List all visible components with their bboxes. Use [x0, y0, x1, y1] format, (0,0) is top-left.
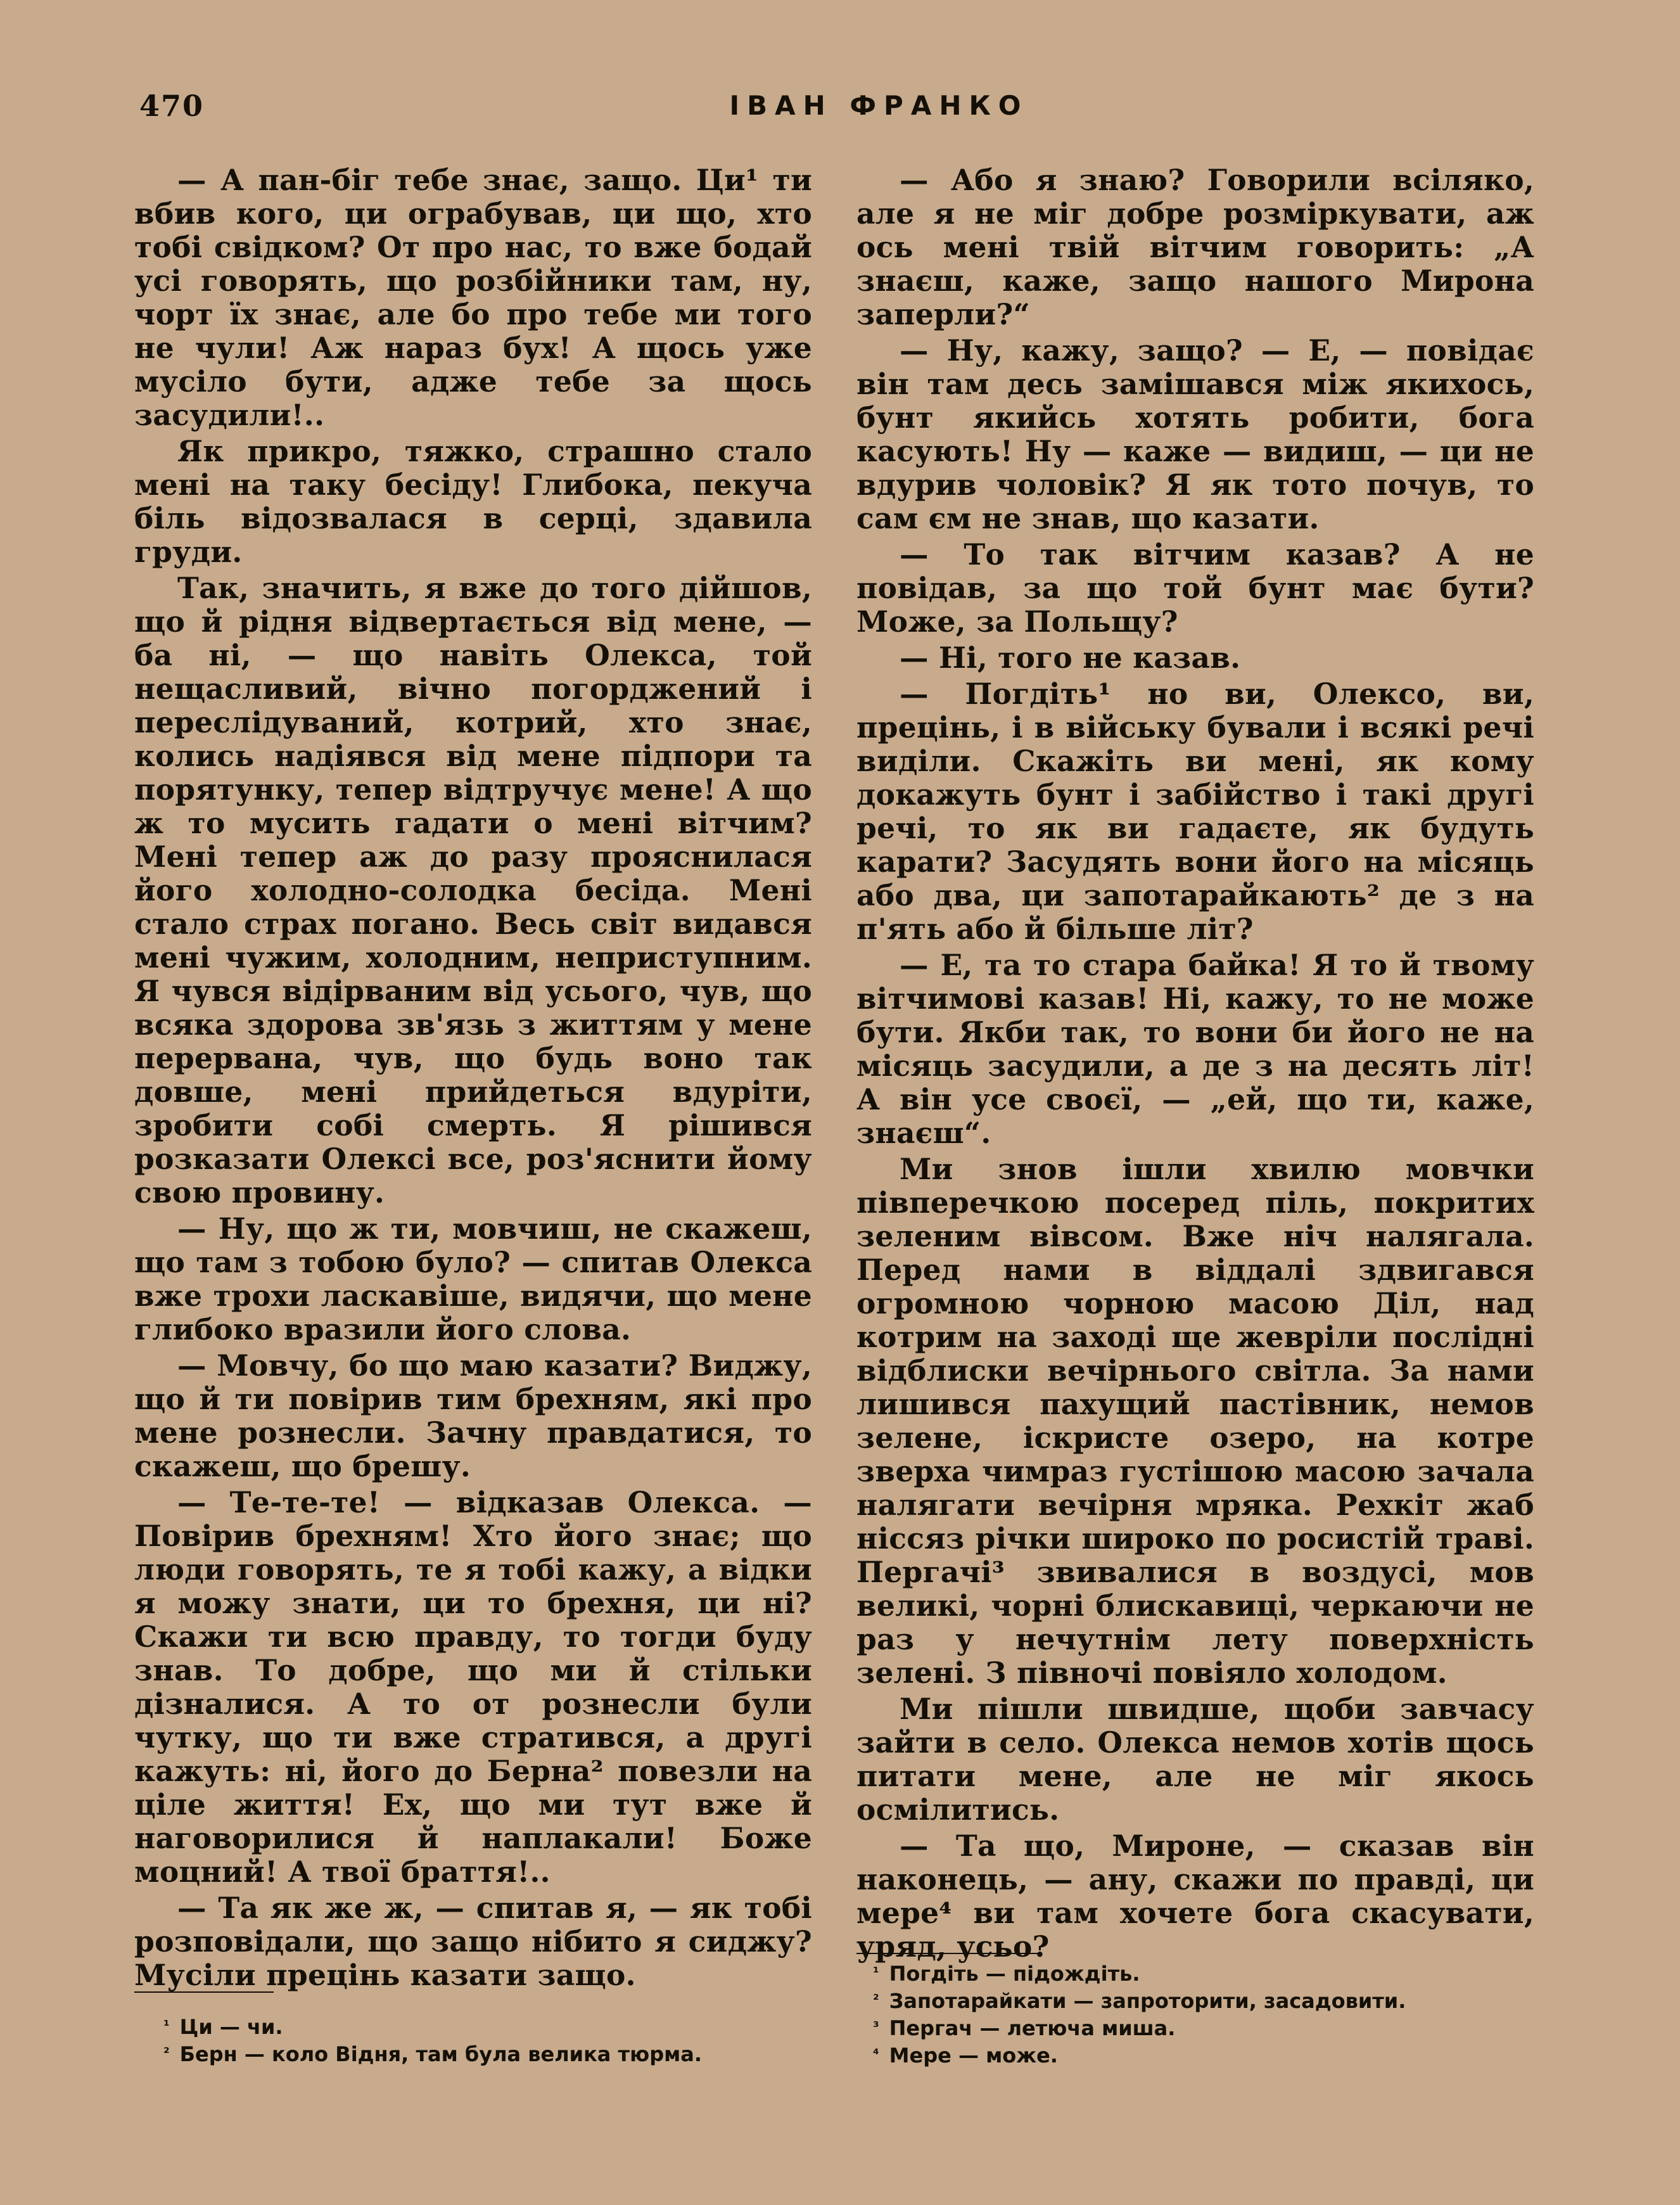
footnote-text: Берн — коло Відня, там була велика тюрма.: [179, 2042, 702, 2066]
page-header: [139, 89, 1619, 127]
paragraph: — Ну, кажу, защо? — Е, — повідає він там десь замішався між якихось, бунт якийсь хотять робити, бога касують! Ну — каже — видиш, — ци не вдурив чоловік? Я як тото почув, то сам єм не знав, що казати.: [856, 333, 1534, 535]
footnote: [163, 2013, 835, 2040]
footnote-mark: ²: [163, 2045, 170, 2061]
footnote-text: Ци — чи.: [179, 2015, 283, 2039]
footnote-text: Запотарайкати — запроторити, засадовити.: [889, 1989, 1406, 2013]
footnote: [873, 2042, 1595, 2069]
footnotes-left: [163, 2013, 835, 2068]
paragraph: — Та як же ж, — спитав я, — як тобі розповідали, що защо нібито я сиджу? Мусіли прецінь казати защо.: [134, 1891, 812, 1992]
footnote-mark: ⁴: [873, 2047, 879, 2062]
paragraph: Так, значить, я вже до того дійшов, що й рідня відвертається від мене, — ба ні, — що навіть Олекса, той нещасливий, вічно погорджений і переслідуваний, котрий, хто знає, колись надіявся від мене підпори та порятунку, тепер відтручує мене! А що ж то мусить гадати о мені вітчим? Мені тепер аж до разу прояснилася його холодно-солодка бесіда. Мені стало страх погано. Весь світ видався мені чужим, холодним, неприступним. Я чувся відірваним від усього, чув, що всяка здорова зв'язь з життям у мене перервана, чув, що будь воно так довше, мені прийдеться вдуріти, зробити собі смерть. Я рішився розказати Олексі все, роз'яснити йому свою провину.: [134, 571, 812, 1210]
footnotes-right: [873, 1960, 1595, 2069]
right-column: [856, 163, 1534, 1966]
paragraph: — Те-те-те! — відказав Олекса. — Повірив брехням! Хто його знає; що люди говорять, те я тобі кажу, а відки я можу знати, ци то брехня, ци ні? Скажи ти всю правду, то тогди буду знав. То добре, що ми й стільки дізналися. А то от рознесли були чутку, що ти вже стратився, а другі кажуть: ні, його до Берна² повезли на ціле життя! Ех, що ми тут вже й наговорилися й наплакали! Боже моцний! А твої браття!..: [134, 1485, 812, 1889]
running-title: ІВАН ФРАНКО: [729, 90, 1029, 121]
paragraph: Ми знов ішли хвилю мовчки півперечкою посеред піль, покритих зеленим вівсом. Вже ніч налягала. Перед нами в віддалі здвигався огромною чорною масою Діл, над котрим на заході ще жевріли послідні відблиски вечірнього світла. За нами лишився пахущий пастівник, немов зелене, іскристе озеро, на котре зверха чимраз густішою масою зачала налягати вечірня мряка. Рехкіт жаб ніссяз річки широко по росистій траві. Пергачі³ звивалися в воздусі, мов великі, чорні блискавиці, черкаючи не раз у нечутнім лету поверхність зелені. З півночі повіяло холодом.: [856, 1152, 1534, 1690]
footnote: [873, 2014, 1595, 2042]
footnote-mark: ³: [873, 2019, 879, 2035]
paragraph: — Та що, Мироне, — сказав він наконець, — ану, скажи по правді, ци мере⁴ ви там хочете бога скасувати, уряд, усьо?: [856, 1829, 1534, 1964]
footnote: [873, 1960, 1595, 1987]
paragraph: — То так вітчим казав? А не повідав, за що той бунт має бути? Може, за Польщу?: [856, 537, 1534, 639]
paragraph: — Ні, того не казав.: [900, 641, 1241, 675]
footnote-text: Мере — може.: [889, 2043, 1058, 2068]
footnote-divider-left: [134, 1991, 274, 1993]
footnote-text: Пергач — летюча миша.: [889, 2016, 1176, 2040]
paragraph: — А пан-біг тебе знає, защо. Ци¹ ти вбив кого, ци ограбував, ци що, хто тобі свідком? От про нас, то вже бодай усі говорять, що розбійники там, ну, чорт їх знає, але бо про тебе ми того не чули! Аж нараз бух! А щось уже мусіло бути, адже тебе за щось засудили!..: [134, 163, 812, 432]
footnote-text: Погдіть — підождіть.: [889, 1962, 1140, 1986]
page-number: 470: [139, 89, 205, 123]
footnote: [163, 2040, 835, 2068]
footnote-mark: ¹: [163, 2018, 170, 2034]
footnote: [873, 1987, 1595, 2014]
left-column: [134, 163, 812, 1995]
paragraph: Ми пішли швидше, щоби завчасу зайти в село. Олекса немов хотів щось питати мене, але не міг якось осмілитись.: [856, 1692, 1534, 1827]
paragraph: — Ну, що ж ти, мовчиш, не скажеш, що там з тобою було? — спитав Олекса вже трохи ласкавіше, видячи, що мене глибоко вразили його слова.: [134, 1211, 812, 1346]
footnote-divider-right: [856, 1953, 1040, 1954]
paragraph: Як прикро, тяжко, страшно стало мені на таку бесіду! Глибока, пекуча біль відозвалася в серці, здавила груди.: [134, 434, 812, 569]
paragraph: — Погдіть¹ но ви, Олексо, ви, прецінь, і в війську бували і всякі речі виділи. Скажіть ви мені, як кому докажуть бунт і забійство і такі другі речі, то як ви гадаєте, як будуть карати? Засудять вони його на місяць або два, ци запотарайкають² де з на п'ять або й більше літ?: [856, 677, 1534, 946]
footnote-mark: ¹: [873, 1965, 879, 1981]
paragraph: — Або я знаю? Говорили всіляко, але я не міг добре розміркувати, аж ось мені твій вітчим говорить: „А знаєш, каже, защо нашого Мирона заперли?“: [856, 163, 1534, 331]
paragraph: — Е, та то стара байка! Я то й твому вітчимові казав! Ні, кажу, то не може бути. Якби так, то вони би його не на місяць засудили, а де з на десять літ! А він усе своєї, — „ей, що ти, каже, знаєш“.: [856, 948, 1534, 1150]
paragraph: — Мовчу, бо що маю казати? Виджу, що й ти повірив тим брехням, які про мене рознесли. Зачну правдатися, то скажеш, що брешу.: [134, 1348, 812, 1483]
footnote-mark: ²: [873, 1992, 879, 2008]
